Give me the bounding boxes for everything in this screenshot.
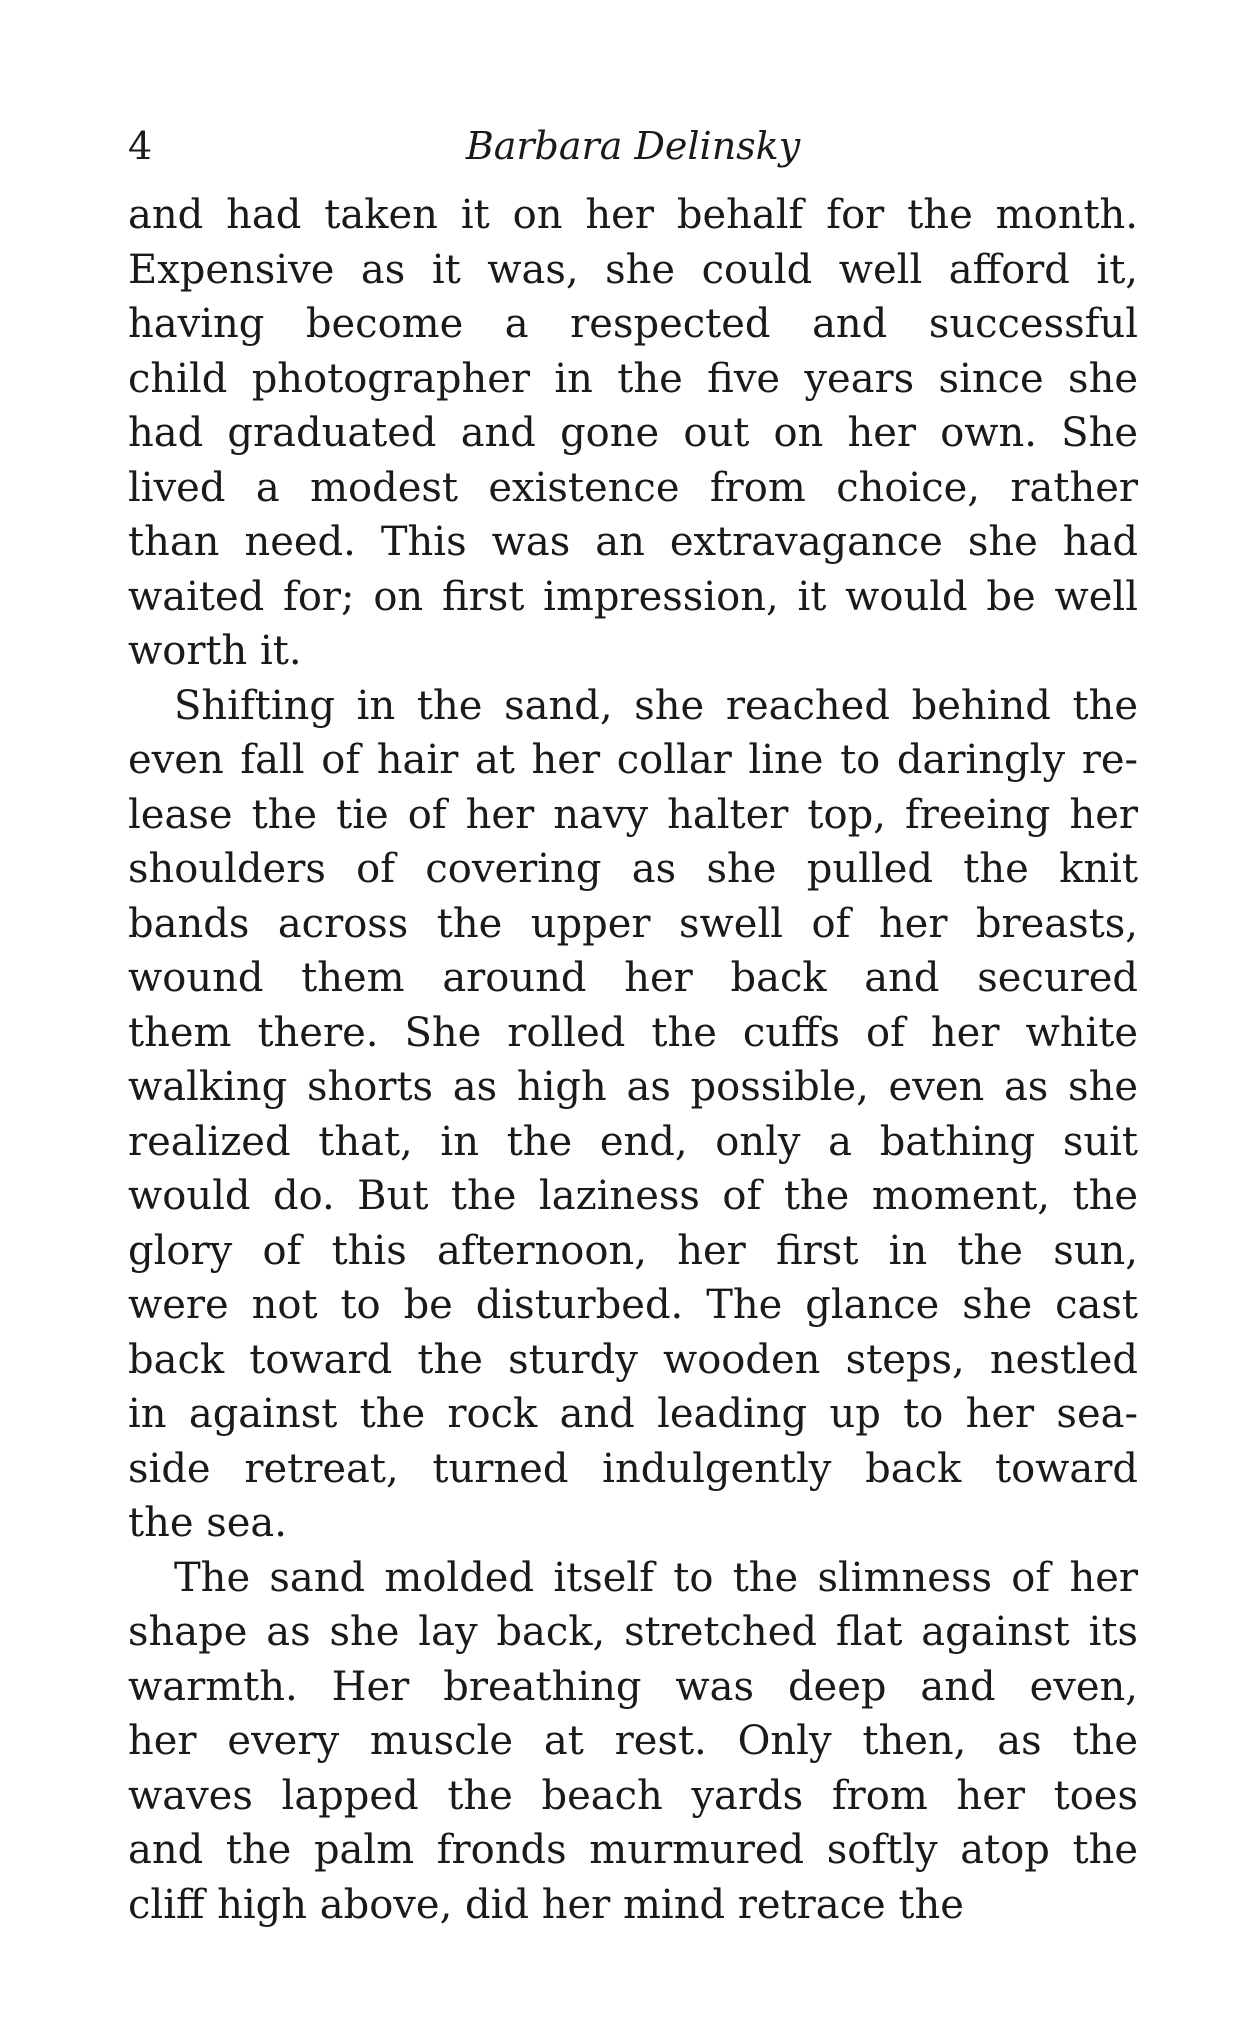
text-line: child photographer in the five years since she (128, 355, 1138, 402)
text-line: her every muscle at rest. Only then, as the (128, 1718, 1138, 1764)
text-line: wound them around her back and secured (128, 955, 1138, 1001)
text-line: and the palm fronds murmured softly atop the (128, 1827, 1138, 1873)
text-line: having become a respected and successful (128, 301, 1138, 347)
running-head (128, 118, 1138, 174)
text-line: in against the rock and leading up to her sea- (128, 1391, 1138, 1437)
text-line: were not to be disturbed. The glance she cast (128, 1282, 1138, 1328)
text-line: shoulders of covering as she pulled the knit (128, 846, 1138, 892)
body-text (128, 188, 1138, 1932)
text-line: cliff high above, did her mind retrace the (128, 1881, 964, 1928)
paragraph (128, 188, 1138, 679)
text-line: back toward the sturdy wooden steps, nestled (128, 1336, 1138, 1383)
text-line: bands across the upper swell of her breasts, (128, 900, 1138, 947)
text-line: had graduated and gone out on her own. She (128, 410, 1138, 456)
text-line: waves lapped the beach yards from her toes (128, 1772, 1138, 1819)
text-line: waited for; on first impression, it would be well (128, 573, 1138, 620)
text-line: lived a modest existence from choice, rather (128, 464, 1138, 511)
text-line: The sand molded itself to the slimness of her (174, 1554, 1138, 1601)
text-line: than need. This was an extravagance she had (128, 519, 1138, 565)
text-line: walking shorts as high as possible, even as she (128, 1064, 1138, 1110)
text-line: glory of this afternoon, her first in the sun, (128, 1227, 1138, 1274)
text-line: them there. She rolled the cuffs of her white (128, 1009, 1138, 1056)
text-line: Expensive as it was, she could well afford it, (128, 246, 1138, 293)
text-line: realized that, in the end, only a bathing suit (128, 1118, 1138, 1165)
paragraph (128, 1551, 1138, 1933)
paragraph (128, 679, 1138, 1551)
page-number: 4 (128, 124, 153, 168)
text-line: the sea. (128, 1500, 287, 1546)
text-line: worth it. (128, 628, 302, 674)
text-line: side retreat, turned indulgently back toward (128, 1445, 1138, 1492)
text-line: Shifting in the sand, she reached behind the (174, 682, 1138, 729)
text-line: warmth. Her breathing was deep and even, (128, 1663, 1138, 1710)
text-line: shape as she lay back, stretched flat against its (128, 1609, 1138, 1655)
text-line: even fall of hair at her collar line to daringly re- (128, 737, 1138, 783)
text-line: and had taken it on her behalf for the month. (128, 192, 1138, 238)
text-line: would do. But the laziness of the moment, the (128, 1173, 1138, 1219)
running-title: Barbara Delinsky (465, 124, 801, 168)
text-line: lease the tie of her navy halter top, freeing her (128, 791, 1138, 838)
